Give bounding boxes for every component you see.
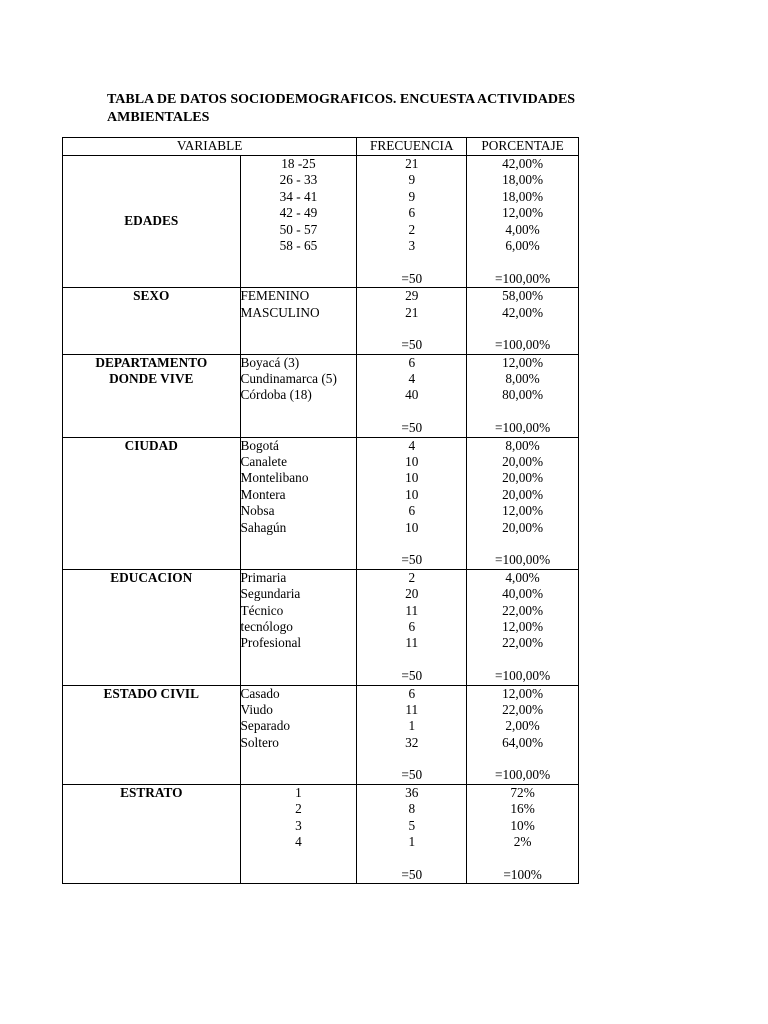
percentage-value: 22,00% (502, 701, 544, 717)
table-row (63, 288, 579, 355)
frequency-value: 21 (405, 304, 419, 320)
frequency-value: 5 (408, 817, 416, 833)
category-cell (240, 156, 357, 288)
category-label: Primaria (240, 569, 287, 585)
category-label: Soltero (240, 734, 279, 750)
percentage-value: 6,00% (505, 237, 540, 253)
frequency-value: 29 (405, 288, 419, 304)
frequency-cell (357, 156, 467, 288)
category-label: Profesional (240, 635, 302, 651)
percentage-total: =100,00% (495, 420, 551, 436)
category-label: Segundaria (240, 586, 301, 602)
frequency-total: =50 (401, 668, 423, 684)
category-label: Técnico (240, 602, 284, 618)
category-label: 18 -25 (281, 156, 316, 171)
frequency-value: 10 (405, 470, 419, 486)
category-label: 42 - 49 (279, 205, 318, 221)
variable-name: ESTRATO (120, 784, 183, 800)
title-line-2: AMBIENTALES (107, 110, 210, 125)
category-label: 4 (295, 834, 302, 850)
percentage-value: 18,00% (502, 188, 544, 204)
category-label: Boyacá (3) (240, 354, 300, 370)
frequency-value: 6 (408, 685, 416, 701)
frequency-value: 9 (408, 188, 416, 204)
category-cell (240, 437, 357, 569)
percentage-total: =100,00% (495, 337, 551, 353)
percentage-cell (467, 685, 579, 784)
percentage-value: 2% (513, 834, 532, 850)
category-cell (240, 685, 357, 784)
category-cell (240, 569, 357, 685)
table-header-row (63, 138, 579, 156)
frequency-value: 10 (405, 519, 419, 535)
category-label: tecnólogo (240, 618, 293, 634)
frequency-cell (357, 437, 467, 569)
variable-name-cell (63, 437, 241, 569)
percentage-value: 20,00% (502, 486, 544, 502)
percentage-total: =100,00% (495, 552, 551, 568)
title-line-1: TABLA DE DATOS SOCIODEMOGRAFICOS. ENCUESTA ACTIVIDADES (107, 92, 576, 107)
percentage-value: 12,00% (502, 618, 544, 634)
category-label: Cundinamarca (5) (240, 371, 337, 387)
percentage-total: =100,00% (495, 668, 551, 684)
category-label: MASCULINO (240, 304, 320, 320)
variable-name: DEPARTAMENTO (95, 354, 208, 370)
percentage-value: 42,00% (502, 156, 544, 171)
category-label: Canalete (240, 454, 288, 470)
percentage-total: =100% (503, 866, 542, 882)
frequency-value: 10 (405, 454, 419, 470)
table-row (63, 784, 579, 883)
category-label: 3 (295, 817, 302, 833)
variable-name-cell (63, 685, 241, 784)
percentage-value: 40,00% (502, 586, 544, 602)
percentage-value: 8,00% (505, 371, 540, 387)
percentage-value: 2,00% (505, 718, 540, 734)
category-label: FEMENINO (240, 288, 310, 304)
frequency-value: 21 (405, 156, 419, 171)
percentage-value: 22,00% (502, 602, 544, 618)
frequency-total: =50 (401, 552, 423, 568)
category-label: 1 (295, 784, 302, 800)
percentage-value: 42,00% (502, 304, 544, 320)
table-body (63, 156, 579, 884)
percentage-cell (467, 156, 579, 288)
category-label: 58 - 65 (279, 237, 318, 253)
percentage-value: 4,00% (505, 221, 540, 237)
variable-name: CIUDAD (124, 437, 178, 453)
percentage-value: 16% (510, 801, 535, 817)
percentage-value: 80,00% (502, 387, 544, 403)
percentage-cell (467, 569, 579, 685)
frequency-value: 32 (405, 734, 419, 750)
frequency-value: 10 (405, 486, 419, 502)
category-label: Bogotá (240, 437, 279, 453)
variable-name: SEXO (133, 288, 170, 304)
frequency-value: 11 (405, 635, 419, 651)
table-row (63, 156, 579, 288)
frequency-value: 9 (408, 172, 416, 188)
variable-name: ESTADO CIVIL (103, 685, 199, 701)
variable-name-cell (63, 569, 241, 685)
frequency-value: 6 (408, 354, 416, 370)
frequency-total: =50 (401, 337, 423, 353)
variable-name: EDADES (124, 213, 179, 229)
table-row (63, 685, 579, 784)
frequency-value: 2 (408, 221, 416, 237)
percentage-value: 12,00% (502, 685, 544, 701)
category-label: Viudo (240, 701, 273, 717)
frequency-total: =50 (401, 767, 423, 783)
percentage-value: 72% (510, 784, 535, 800)
header-variable: VARIABLE (63, 138, 357, 156)
percentage-total: =100,00% (495, 270, 551, 286)
percentage-value: 20,00% (502, 519, 544, 535)
variable-name: EDUCACION (110, 569, 193, 585)
category-cell (240, 288, 357, 355)
percentage-value: 10% (510, 817, 535, 833)
percentage-value: 64,00% (502, 734, 544, 750)
category-label: Córdoba (18) (240, 387, 312, 403)
frequency-cell (357, 784, 467, 883)
percentage-value: 58,00% (502, 288, 544, 304)
frequency-cell (357, 288, 467, 355)
frequency-value: 4 (408, 371, 416, 387)
category-label: Montera (240, 486, 286, 502)
frequency-value: 8 (408, 801, 416, 817)
frequency-value: 6 (408, 618, 416, 634)
percentage-cell (467, 784, 579, 883)
category-label: Sahagún (240, 519, 287, 535)
frequency-value: 11 (405, 602, 419, 618)
frequency-total: =50 (401, 866, 423, 882)
category-cell (240, 784, 357, 883)
category-label: 2 (295, 801, 302, 817)
frequency-cell (357, 354, 467, 437)
category-label: Nobsa (240, 503, 275, 519)
category-label: Montelibano (240, 470, 309, 486)
category-label: 50 - 57 (279, 221, 318, 237)
frequency-value: 1 (408, 718, 416, 734)
table-row (63, 437, 579, 569)
percentage-value: 12,00% (502, 354, 544, 370)
category-label: Separado (240, 718, 290, 734)
percentage-value: 4,00% (505, 569, 540, 585)
frequency-value: 36 (405, 784, 419, 800)
category-label: 34 - 41 (279, 188, 318, 204)
percentage-value: 8,00% (505, 437, 540, 453)
header-porcentaje: PORCENTAJE (467, 138, 579, 156)
variable-name-cell (63, 288, 241, 355)
frequency-cell (357, 569, 467, 685)
frequency-value: 3 (408, 237, 416, 253)
frequency-total: =50 (401, 270, 423, 286)
percentage-cell (467, 437, 579, 569)
table-row (63, 569, 579, 685)
frequency-value: 4 (408, 437, 416, 453)
header-frecuencia: FRECUENCIA (357, 138, 467, 156)
sociodemographic-table (62, 137, 579, 884)
frequency-value: 2 (408, 569, 416, 585)
frequency-value: 40 (405, 387, 419, 403)
category-cell (240, 354, 357, 437)
percentage-value: 18,00% (502, 172, 544, 188)
percentage-value: 20,00% (502, 454, 544, 470)
frequency-value: 11 (405, 701, 419, 717)
frequency-total: =50 (401, 420, 423, 436)
frequency-value: 1 (408, 834, 416, 850)
document-title (107, 91, 607, 127)
variable-name: DONDE VIVE (109, 371, 194, 387)
category-label: Casado (240, 685, 280, 701)
frequency-value: 20 (405, 586, 419, 602)
percentage-value: 20,00% (502, 470, 544, 486)
percentage-total: =100,00% (495, 767, 551, 783)
percentage-value: 12,00% (502, 205, 544, 221)
percentage-cell (467, 288, 579, 355)
frequency-value: 6 (408, 205, 416, 221)
percentage-value: 22,00% (502, 635, 544, 651)
frequency-cell (357, 685, 467, 784)
frequency-value: 6 (408, 503, 416, 519)
table-row (63, 354, 579, 437)
percentage-cell (467, 354, 579, 437)
category-label: 26 - 33 (279, 172, 318, 188)
percentage-value: 12,00% (502, 503, 544, 519)
variable-name-cell (63, 784, 241, 883)
variable-name-cell (63, 156, 241, 288)
variable-name-cell (63, 354, 241, 437)
